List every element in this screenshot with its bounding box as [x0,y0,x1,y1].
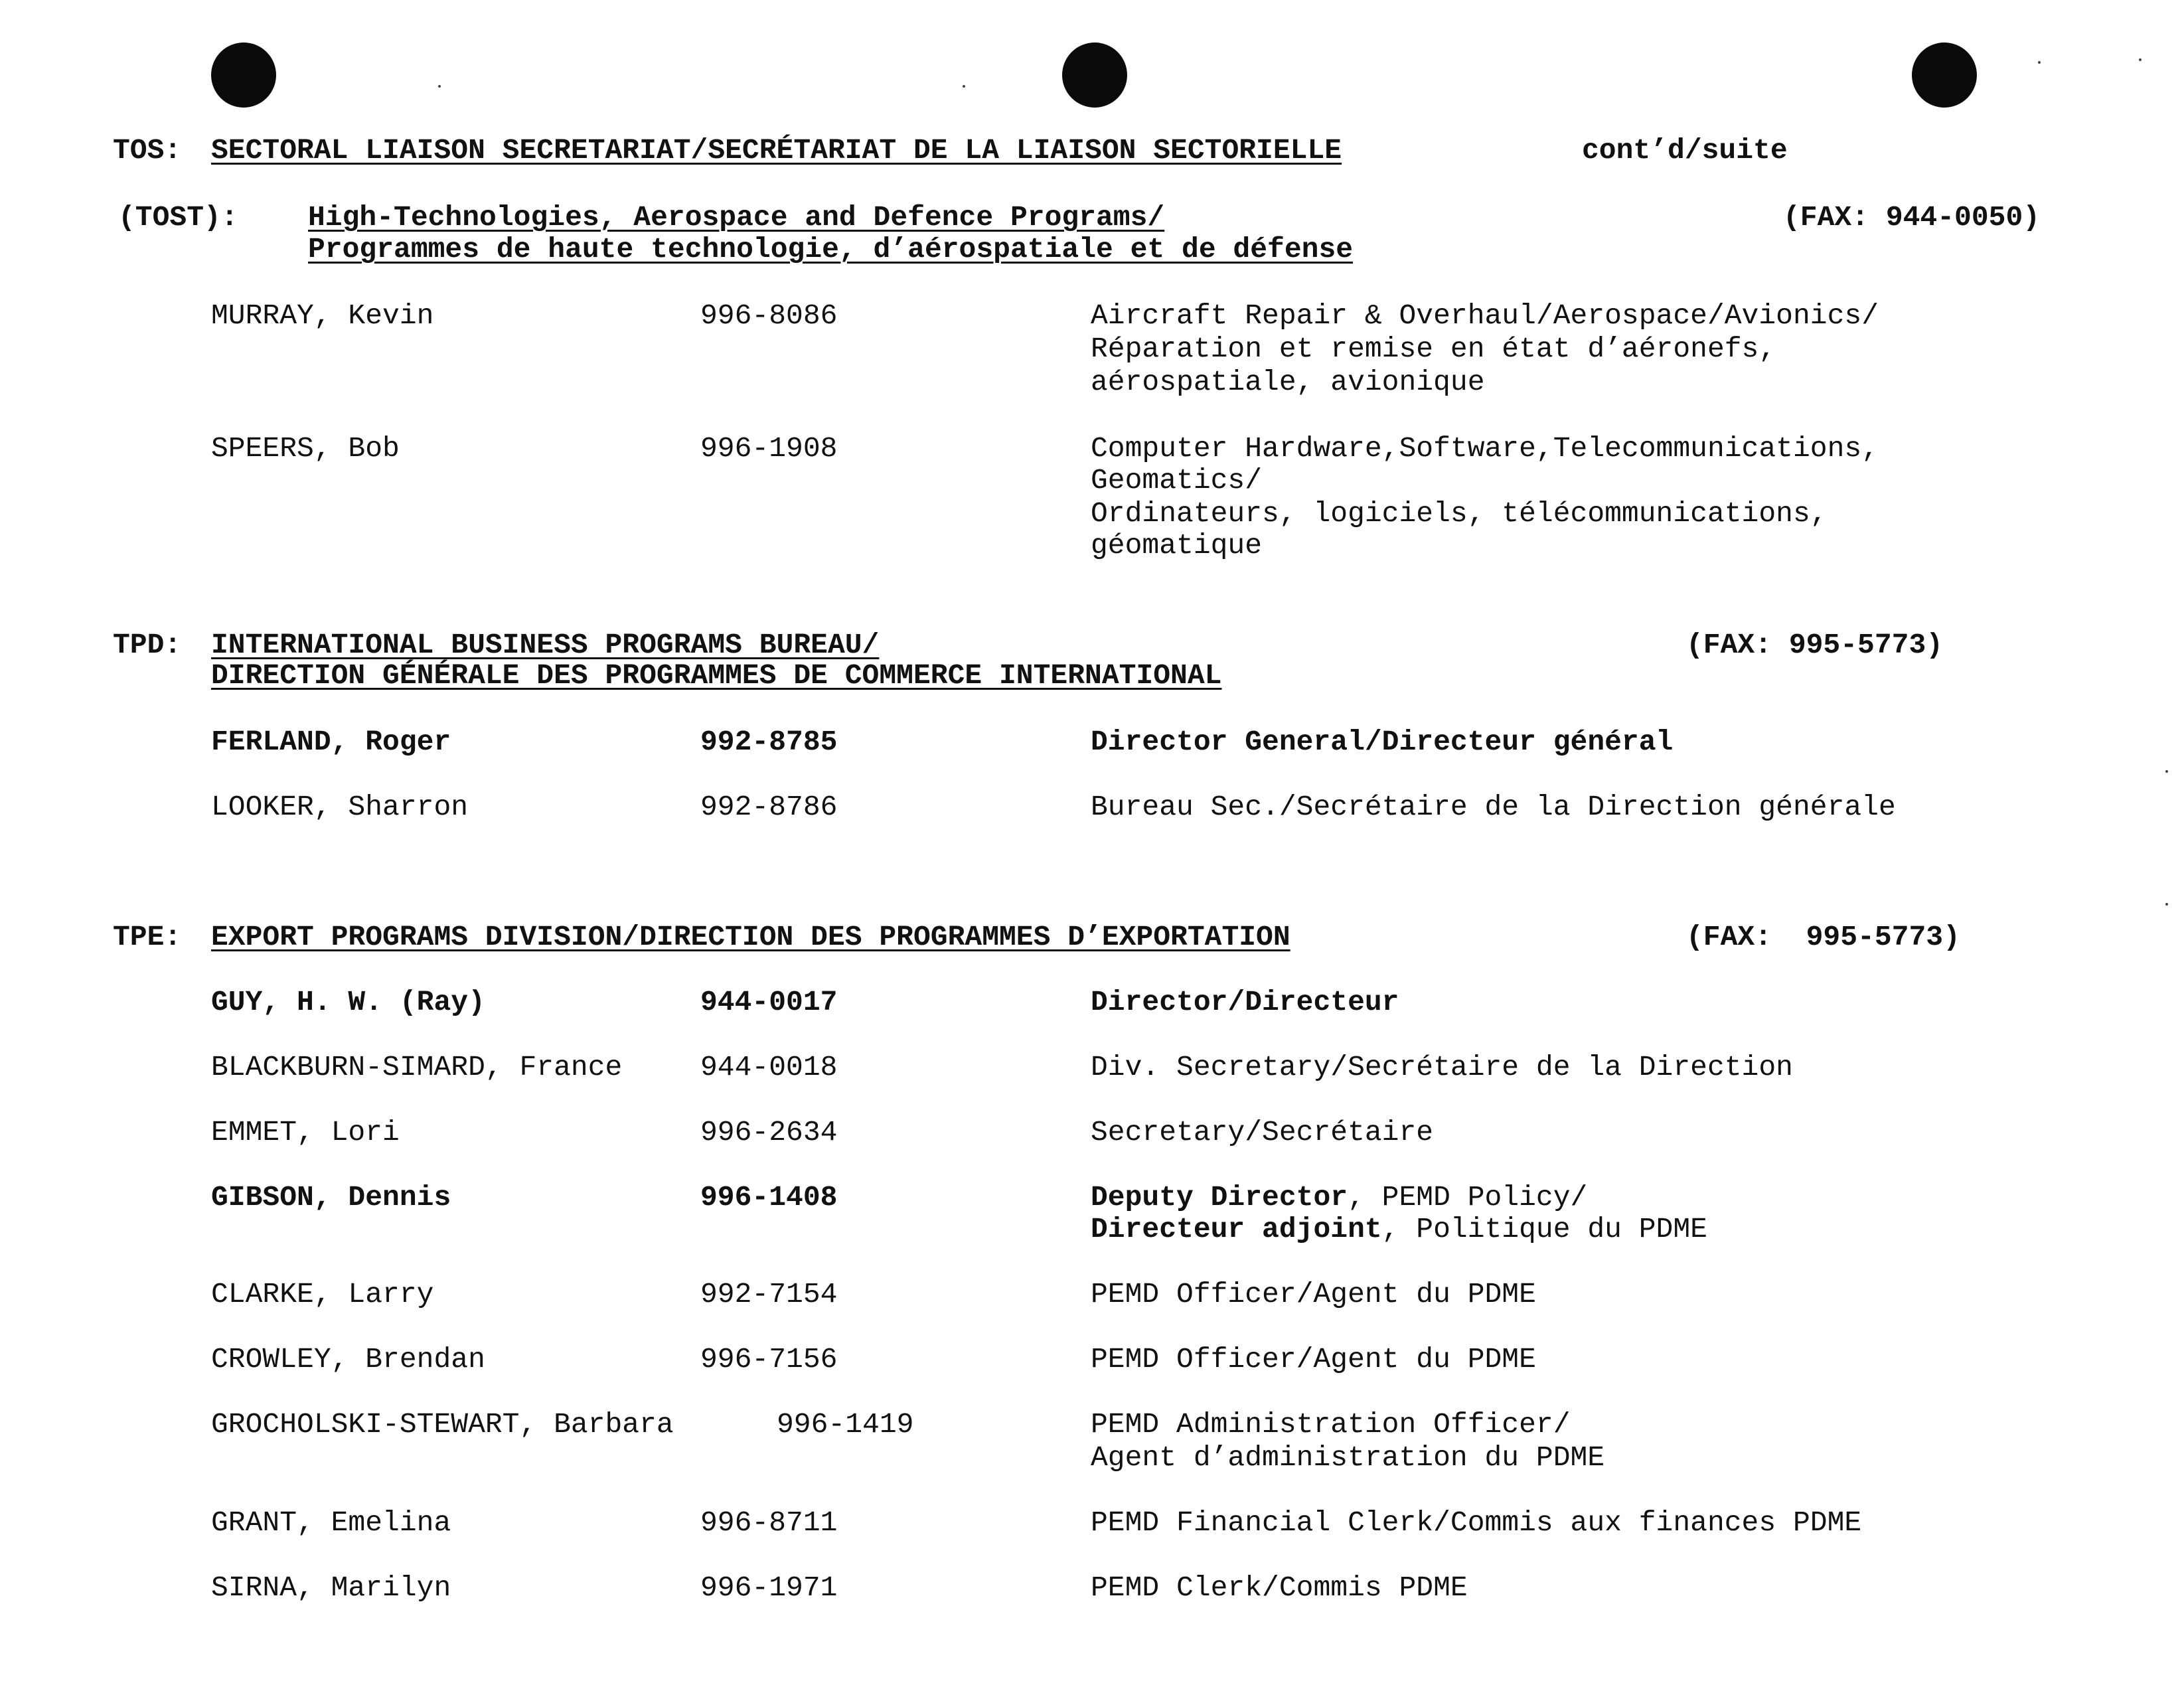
scan-speck [2165,903,2168,906]
entry-phone: 992-8785 [700,726,838,758]
entry-role: PEMD Administration Officer/ [1091,1408,1571,1441]
entry-role: Director General/Directeur général [1091,726,1674,758]
entry-phone: 996-1971 [700,1571,838,1604]
entry-role: Réparation et remise en état d’aéronefs, [1091,333,1776,365]
entry-phone: 996-2634 [700,1116,838,1149]
entry-name: CROWLEY, Brendan [211,1343,485,1376]
punch-hole-left [211,42,276,108]
section-title-tos: SECTORAL LIAISON SECRETARIAT/SECRÉTARIAT DE LA LIAISON SECTORIELLE [211,134,1342,167]
scan-speck [2165,770,2168,773]
entry-role: Geomatics/ [1091,464,1263,497]
section-code-tpe: TPE: [113,921,182,953]
entry-role [1091,1215,1707,1244]
entry-name: CLARKE, Larry [211,1278,434,1311]
entry-name: BLACKBURN-SIMARD, France [211,1051,623,1083]
section-title-tpd-en: INTERNATIONAL BUSINESS PROGRAMS BUREAU/ [211,629,880,661]
subsection-title-tost-fr: Programmes de haute technologie, d’aérospatiale et de défense [308,233,1354,266]
entry-role: Aircraft Repair & Overhaul/Aerospace/Avionics/ [1091,299,1879,332]
scan-speck [2038,61,2041,64]
entry-role: aérospatiale, avionique [1091,366,1485,398]
entry-role: PEMD Clerk/Commis PDME [1091,1571,1468,1604]
entry-name: MURRAY, Kevin [211,299,434,332]
entry-role: Ordinateurs, logiciels, télécommunications, [1091,497,1828,530]
continued-label: cont’d/suite [1582,134,1788,167]
entry-name: SIRNA, Marilyn [211,1571,451,1604]
section-code-tpd: TPD: [113,629,182,661]
section-title-tpd-fr: DIRECTION GÉNÉRALE DES PROGRAMMES DE COMMERCE INTERNATIONAL [211,659,1222,692]
entry-role: Secretary/Secrétaire [1091,1116,1434,1149]
punch-hole-center [1062,42,1127,108]
section-code-tost: (TOST): [118,201,238,234]
entry-name: FERLAND, Roger [211,726,451,758]
entry-role: PEMD Financial Clerk/Commis aux finances PDME [1091,1506,1862,1539]
fax-tpe: (FAX: 995-5773) [1686,921,1960,953]
entry-name: GRANT, Emelina [211,1506,451,1539]
entry-role [1091,1183,1587,1212]
entry-phone: 996-8711 [700,1506,838,1539]
entry-name: SPEERS, Bob [211,432,400,465]
entry-role: Director/Directeur [1091,986,1399,1018]
entry-name: EMMET, Lori [211,1116,400,1149]
role-title-bold: Directeur adjoint [1091,1213,1382,1245]
entry-role: Bureau Sec./Secrétaire de la Direction générale [1091,791,1896,823]
section-title-tpe: EXPORT PROGRAMS DIVISION/DIRECTION DES PROGRAMMES D’EXPORTATION [211,921,1290,953]
entry-name: GROCHOLSKI-STEWART, Barbara [211,1408,674,1441]
scan-speck [963,85,965,88]
entry-phone: 996-1419 [777,1408,914,1441]
entry-role: géomatique [1091,529,1263,562]
punch-hole-right [1912,42,1977,108]
entry-role: Agent d’administration du PDME [1091,1441,1605,1474]
entry-name: GIBSON, Dennis [211,1181,451,1214]
entry-role: Computer Hardware,Software,Telecommunications, [1091,432,1879,465]
scan-speck [2139,58,2142,61]
entry-phone: 996-8086 [700,299,838,332]
entry-phone: 992-8786 [700,791,838,823]
scan-speck [438,85,441,88]
entry-phone: 996-1408 [700,1181,838,1214]
role-detail: , Politique du PDME [1381,1213,1707,1245]
fax-tost: (FAX: 944-0050) [1783,201,2041,234]
entry-role: PEMD Officer/Agent du PDME [1091,1343,1536,1376]
entry-name: GUY, H. W. (Ray) [211,986,485,1018]
entry-phone: 996-1908 [700,432,838,465]
entry-phone: 944-0017 [700,986,838,1018]
fax-tpd: (FAX: 995-5773) [1686,629,1944,661]
section-code-tos: TOS: [113,134,182,167]
entry-phone: 944-0018 [700,1051,838,1083]
role-title-bold: Deputy Director [1091,1181,1348,1214]
entry-phone: 996-7156 [700,1343,838,1376]
entry-name: LOOKER, Sharron [211,791,469,823]
entry-role: PEMD Officer/Agent du PDME [1091,1278,1536,1311]
entry-role: Div. Secretary/Secrétaire de la Direction [1091,1051,1793,1083]
role-detail: , PEMD Policy/ [1348,1181,1588,1214]
entry-phone: 992-7154 [700,1278,838,1311]
subsection-title-tost-en: High-Technologies, Aerospace and Defence Programs/ [308,201,1165,234]
